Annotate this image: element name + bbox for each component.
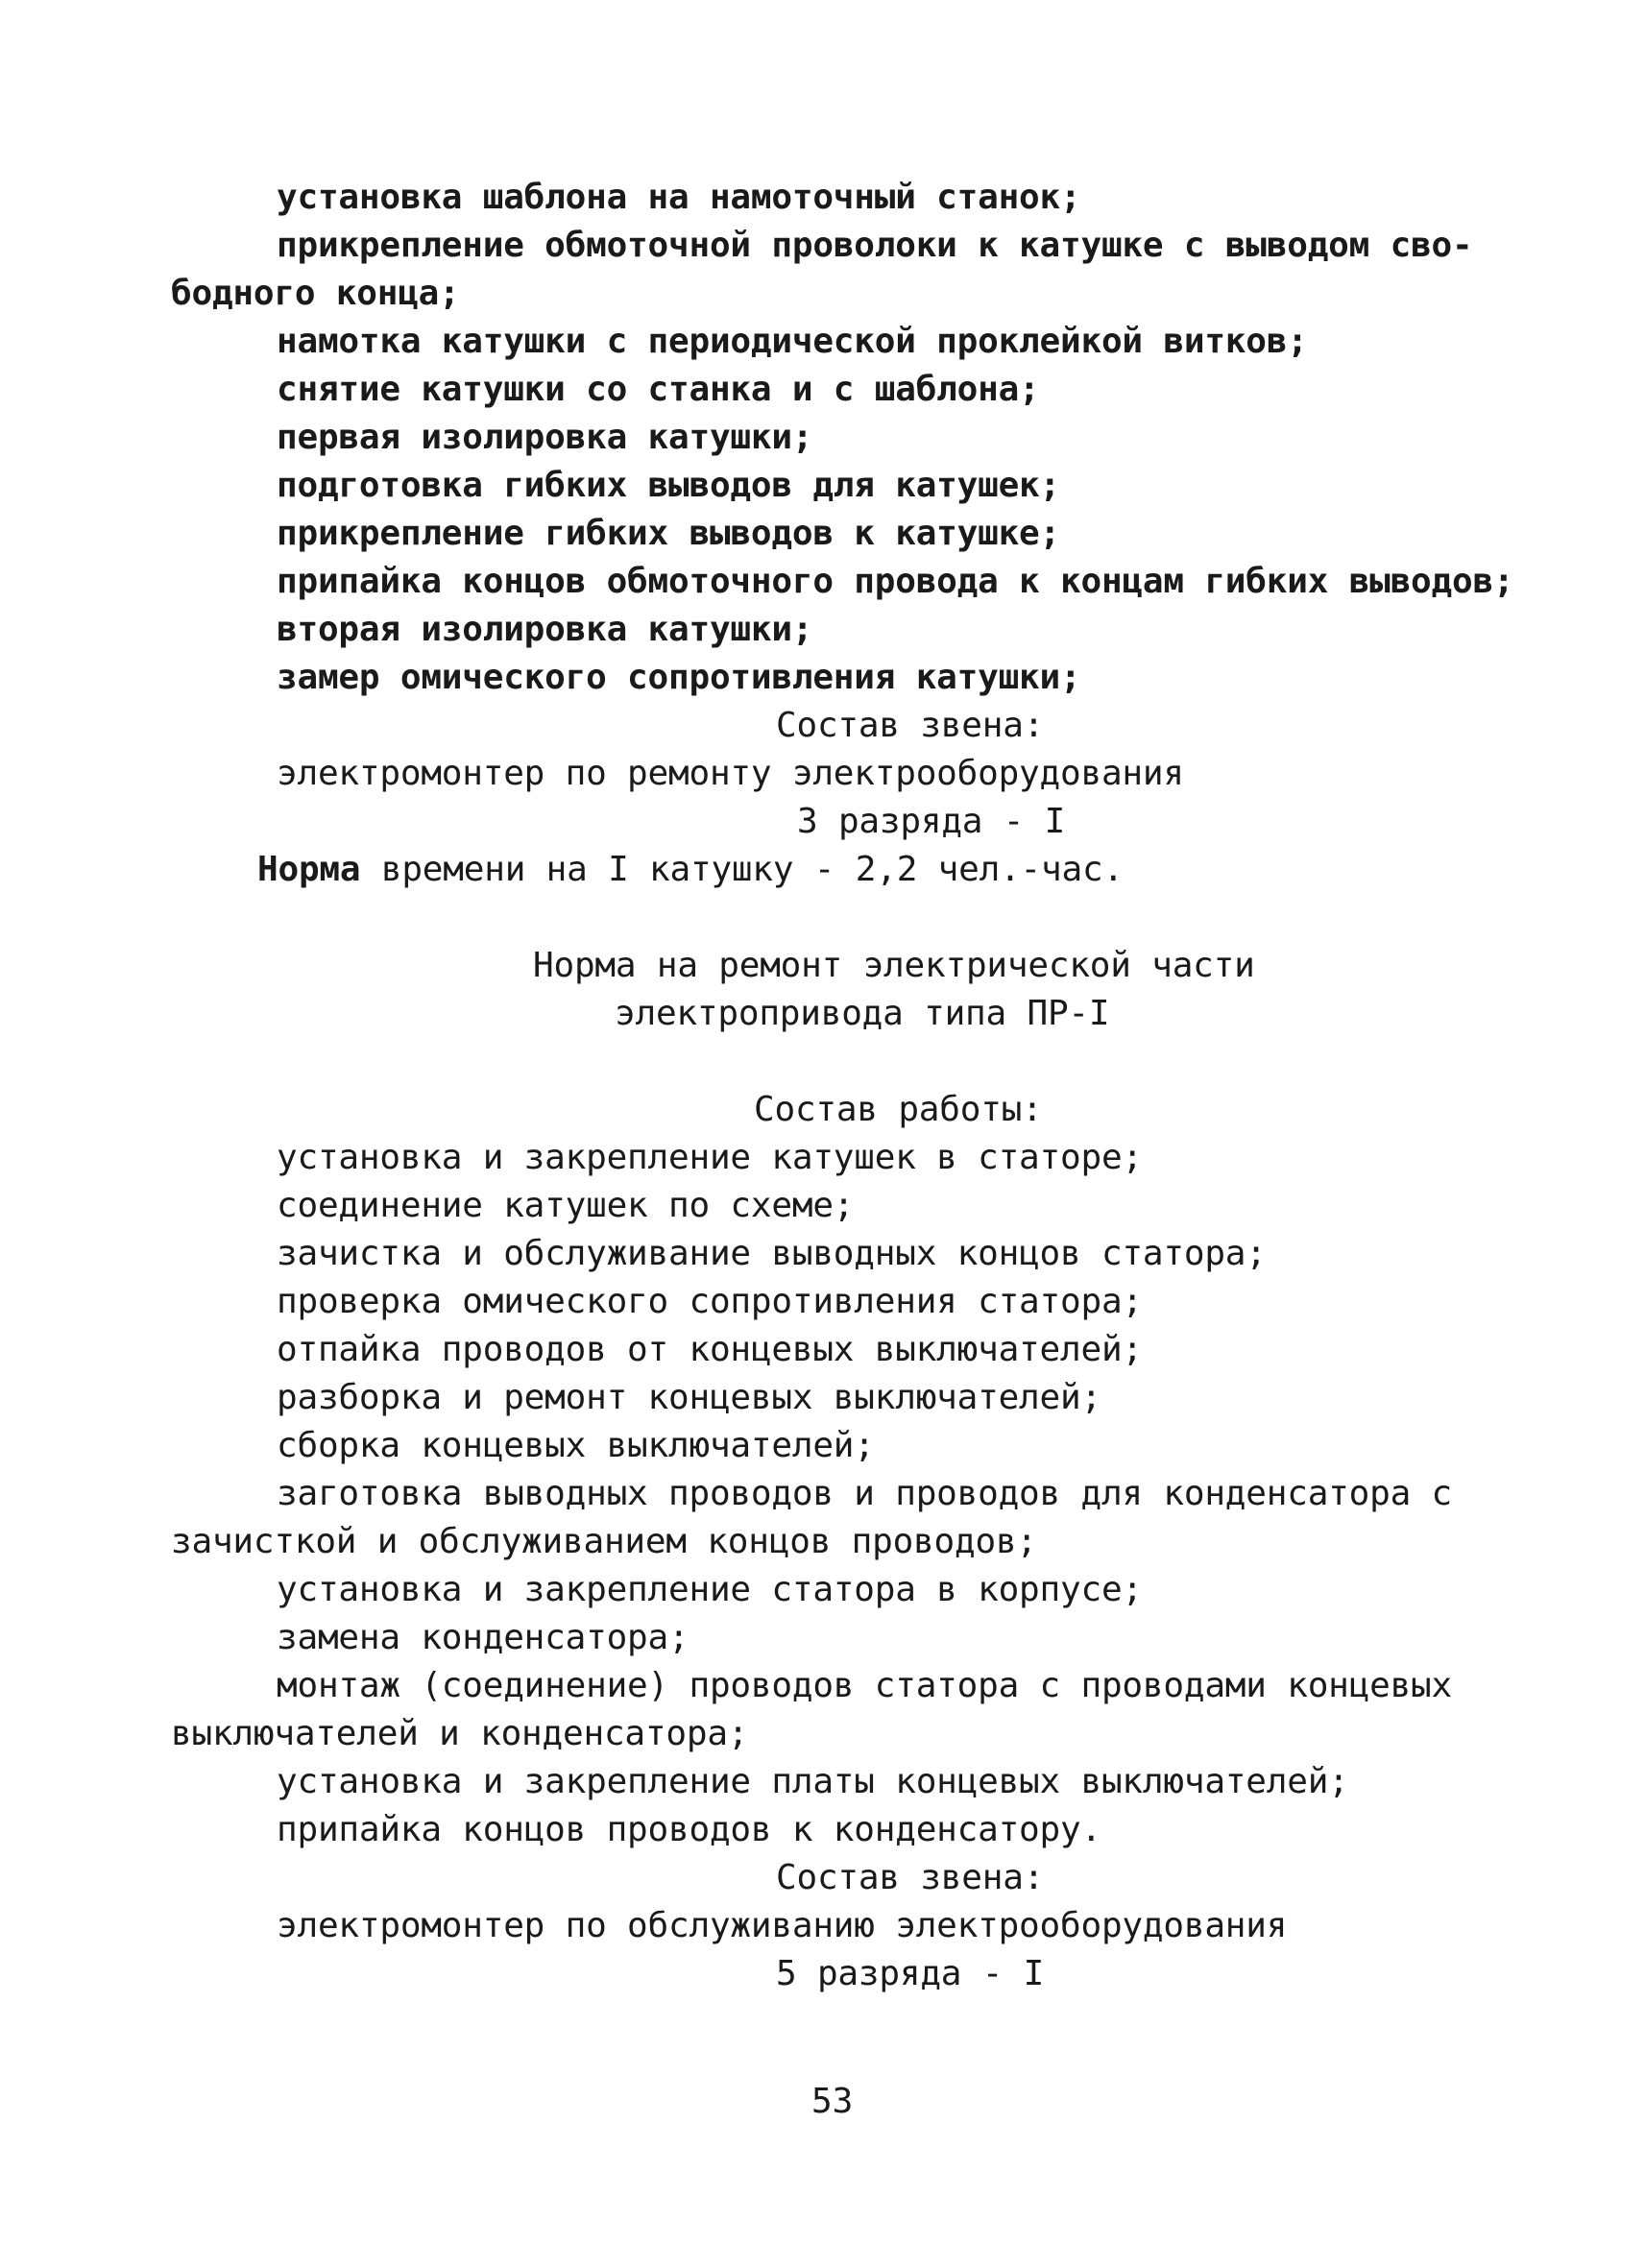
time-norm-label: Норма — [257, 850, 361, 889]
work-item: снятие катушки со станка и с шаблона; — [277, 370, 1040, 409]
work-item: намотка катушки с периодической проклейкой витков; — [277, 322, 1308, 361]
work-item: прикрепление гибких выводов к катушке; — [277, 514, 1061, 553]
work-item: замер омического сопротивления катушки; — [277, 658, 1081, 697]
work-item: проверка омического сопротивления статора; — [277, 1282, 1143, 1321]
time-norm — [257, 847, 1124, 893]
crew-line: электромонтер по обслуживанию электрооборудования — [277, 1906, 1288, 1945]
work-item: разборка и ремонт концевых выключателей; — [277, 1378, 1101, 1417]
work-item: установка и закрепление платы концевых выключателей; — [277, 1762, 1349, 1801]
work-item: установка и закрепление статора в корпусе; — [277, 1570, 1143, 1609]
section-title: Норма на ремонт электрической части — [533, 946, 1255, 985]
page-number: 53 — [811, 2082, 854, 2121]
work-item-continuation: зачисткой и обслуживанием концов проводов; — [171, 1522, 1037, 1561]
work-item: заготовка выводных проводов и проводов для конденсатора с — [277, 1474, 1453, 1513]
work-item: сборка концевых выключателей; — [277, 1426, 875, 1465]
work-item: замена конденсатора; — [277, 1618, 689, 1657]
work-item: монтаж (соединение) проводов статора с проводами концевых — [277, 1666, 1453, 1705]
work-item: отпайка проводов от концевых выключателей; — [277, 1330, 1143, 1369]
crew-grade: 5 разряда - I — [776, 1954, 1045, 1993]
crew-grade: 3 разряда - I — [797, 802, 1066, 841]
crew-heading: Состав звена: — [776, 706, 1045, 745]
work-item: соединение катушек по схеме; — [277, 1186, 855, 1225]
work-item: припайка концов обмоточного провода к концам гибких выводов; — [277, 562, 1514, 601]
work-item: первая изолировка катушки; — [277, 418, 813, 457]
section-title: электропривода типа ПР-I — [615, 994, 1110, 1033]
work-item-continuation: бодного конца; — [171, 274, 460, 313]
crew-line: электромонтер по ремонту электрооборудования — [277, 754, 1184, 793]
work-item: прикрепление обмоточной проволоки к катушке с выводом сво- — [277, 226, 1473, 265]
work-item: установка шаблона на намоточный станок; — [277, 178, 1081, 217]
work-item: установка и закрепление катушек в статоре; — [277, 1138, 1143, 1177]
work-item-continuation: выключателей и конденсатора; — [171, 1714, 749, 1753]
work-heading: Состав работы: — [754, 1090, 1043, 1129]
time-norm-value: времени на I катушку - 2,2 чел.-час. — [380, 850, 1124, 889]
work-item: подготовка гибких выводов для катушек; — [277, 466, 1061, 505]
work-item: зачистка и обслуживание выводных концов статора; — [277, 1234, 1267, 1273]
work-item: припайка концов проводов к конденсатору. — [277, 1810, 1101, 1849]
crew-heading: Состав звена: — [776, 1858, 1045, 1897]
work-item: вторая изолировка катушки; — [277, 610, 813, 649]
